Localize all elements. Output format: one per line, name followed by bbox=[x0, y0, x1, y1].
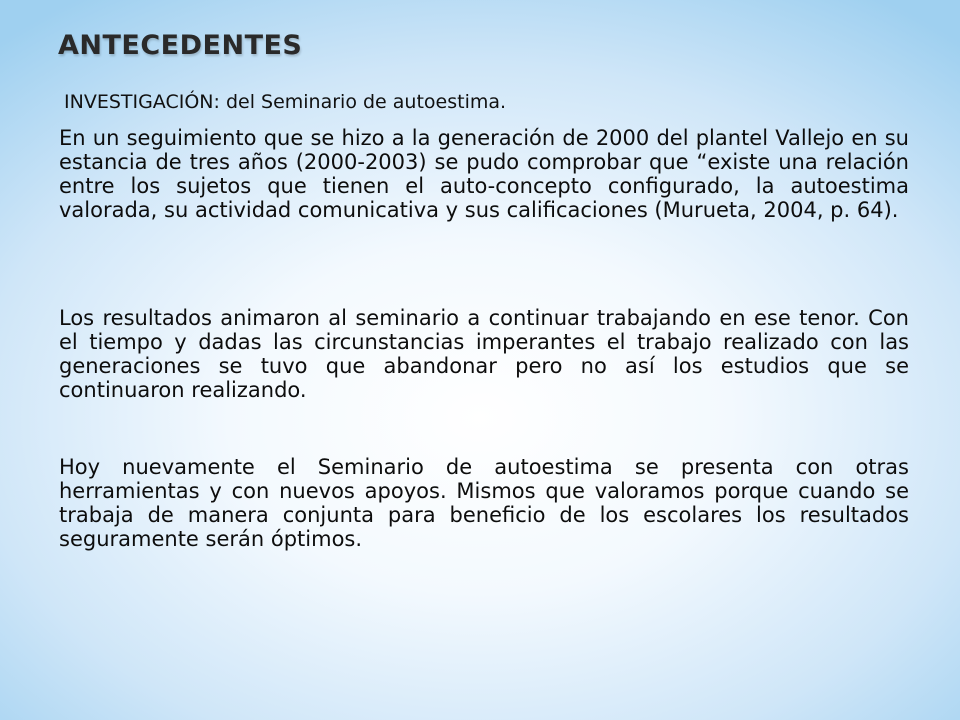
slide-title: ANTECEDENTES bbox=[58, 30, 303, 61]
paragraph-results: Los resultados animaron al seminario a continuar trabajando en ese tenor. Con el tiempo y dadas las circunstancias imperantes el trabajo realizado con las generaciones se tuvo que abandonar pero no así los estudios que se continuaron realizando. bbox=[59, 306, 909, 402]
slide-subtitle: INVESTIGACIÓN: del Seminario de autoestima. bbox=[64, 91, 507, 113]
paragraph-present: Hoy nuevamente el Seminario de autoestima se presenta con otras herramientas y con nuevos apoyos. Mismos que valoramos porque cuando se trabaja de manera conjunta para beneficio de los escolares los resultados seguramente serán óptimos. bbox=[59, 455, 909, 551]
paragraph-background: En un seguimiento que se hizo a la generación de 2000 del plantel Vallejo en su estancia de tres años (2000-2003) se pudo comprobar que “existe una relación entre los sujetos que tienen el auto-concepto configurado, la autoestima valorada, su actividad comunicativa y sus calificaciones (Murueta, 2004, p. 64). bbox=[59, 126, 909, 222]
